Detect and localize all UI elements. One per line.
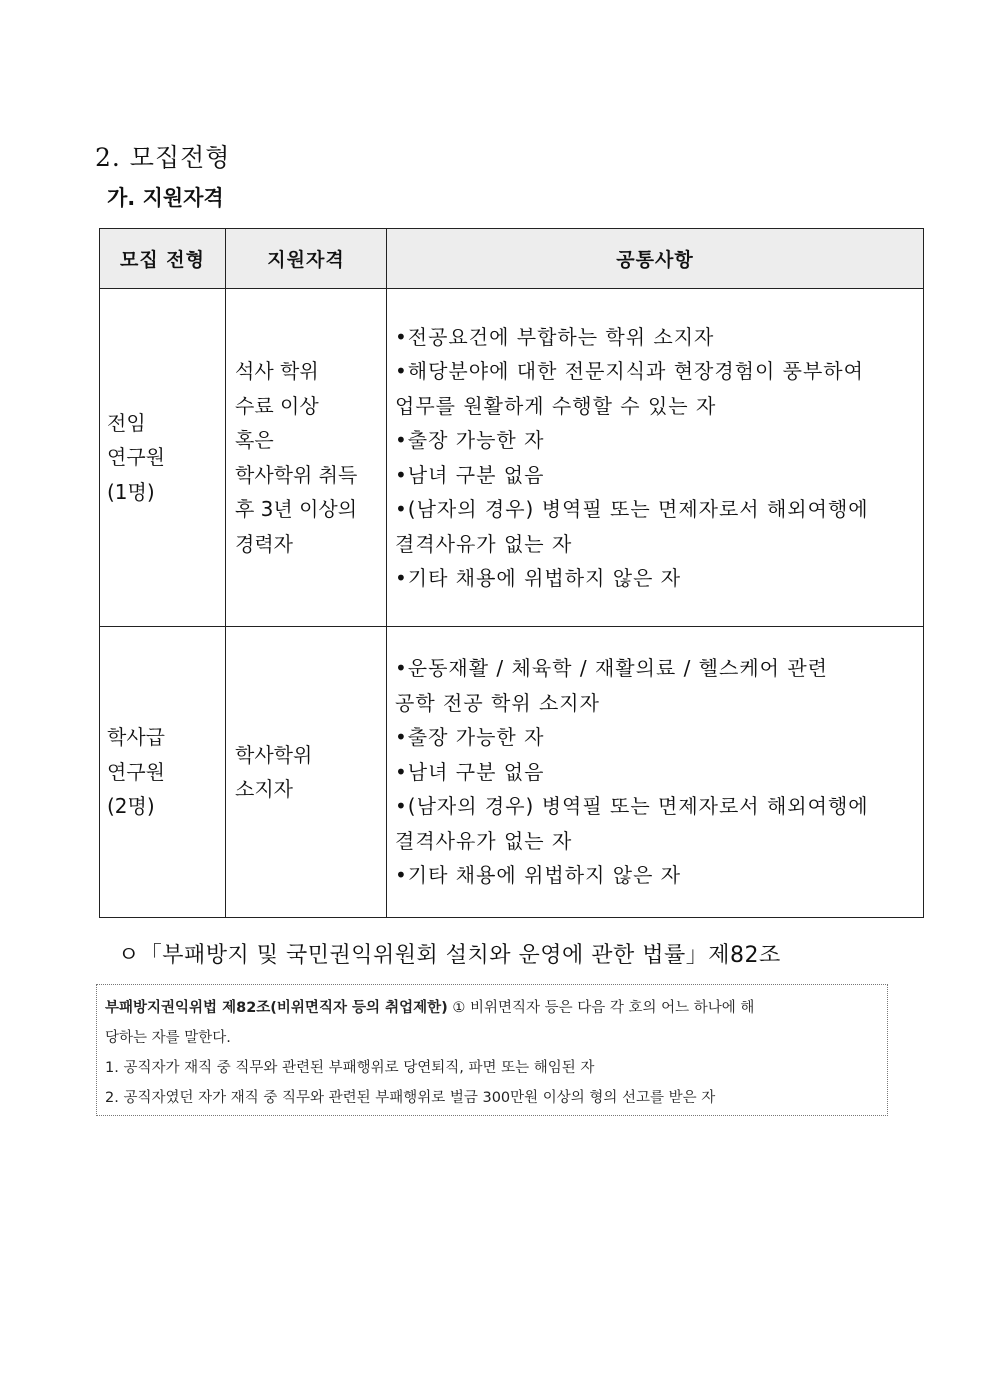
cell-line: 혹은 xyxy=(235,428,274,452)
cell-line: •해당분야에 대한 전문지식과 현장경험이 풍부하여 xyxy=(395,359,864,383)
table-row xyxy=(100,289,924,627)
cell-line: 업무를 원활하게 수행할 수 있는 자 xyxy=(395,393,717,418)
cell-line: 학사급 xyxy=(107,725,165,750)
cell-line: 공학 전공 학위 소지자 xyxy=(395,690,600,715)
cell-line: (2명) xyxy=(107,794,155,819)
cell-line: •남녀 구분 없음 xyxy=(395,759,545,784)
table-row xyxy=(100,627,924,918)
cell-line: •남녀 구분 없음 xyxy=(395,462,545,487)
recruit-type-cell xyxy=(100,627,226,918)
cell-line: •(남자의 경우) 병역필 또는 면제자로서 해외여행에 xyxy=(395,497,869,521)
cell-line: •출장 가능한 자 xyxy=(395,725,545,750)
law-line xyxy=(105,993,879,1023)
common-requirements-cell xyxy=(387,627,924,918)
cell-line: •기타 채용에 위법하지 않은 자 xyxy=(395,863,682,888)
law-reference-title: ㅇ「부패방지 및 국민권익위원회 설치와 운영에 관한 법률」제82조 xyxy=(118,943,781,968)
cell-line: •운동재활 / 체육학 / 재활의료 / 헬스케어 관련 xyxy=(395,656,828,681)
cell-line: 후 3년 이상의 xyxy=(235,497,358,521)
law-line: 1. 공직자가 재직 중 직무와 관련된 부패행위로 당연퇴직, 파면 또는 해임된 자 xyxy=(105,1060,595,1076)
cell-line: 수료 이상 xyxy=(235,393,319,418)
cell-line: •출장 가능한 자 xyxy=(395,428,545,452)
section-title: 2. 모집전형 xyxy=(95,143,231,172)
cell-line: 경력자 xyxy=(235,531,293,556)
cell-line: 전임 xyxy=(107,410,146,435)
qualification-table xyxy=(99,228,924,918)
law-line: 당하는 자를 말한다. xyxy=(105,1030,231,1046)
sub-title: 가. 지원자격 xyxy=(107,186,224,210)
cell-line: 연구원 xyxy=(107,759,165,784)
header-qualification: 지원자격 xyxy=(226,229,387,289)
cell-line: (1명) xyxy=(107,479,155,504)
qualification-cell xyxy=(226,289,387,627)
cell-line: 석사 학위 xyxy=(235,359,319,383)
qualification-cell xyxy=(226,627,387,918)
law-excerpt-box xyxy=(96,984,888,1116)
cell-line: 결격사유가 없는 자 xyxy=(395,828,573,853)
cell-line: 학사학위 xyxy=(235,742,313,767)
common-requirements-cell xyxy=(387,289,924,627)
header-common: 공통사항 xyxy=(387,229,924,289)
cell-line: 소지자 xyxy=(235,777,293,801)
law-text: ① 비위면직자 등은 다음 각 호의 어느 하나에 해 xyxy=(447,1000,755,1016)
cell-line: •(남자의 경우) 병역필 또는 면제자로서 해외여행에 xyxy=(395,794,869,819)
cell-line: •전공요건에 부합하는 학위 소지자 xyxy=(395,324,715,349)
cell-line: 결격사유가 없는 자 xyxy=(395,531,573,556)
cell-line: •기타 채용에 위법하지 않은 자 xyxy=(395,566,682,590)
header-recruit-type: 모집 전형 xyxy=(100,229,226,289)
law-line: 2. 공직자였던 자가 재직 중 직무와 관련된 부패행위로 벌금 300만원 이상의 형의 선고를 받은 자 xyxy=(105,1090,716,1106)
cell-line: 연구원 xyxy=(107,445,165,470)
law-article-heading: 부패방지권익위법 제82조(비위면직자 등의 취업제한) xyxy=(105,1000,448,1016)
recruit-type-cell xyxy=(100,289,226,627)
cell-line: 학사학위 취득 xyxy=(235,462,358,487)
table-header-row xyxy=(100,229,924,289)
